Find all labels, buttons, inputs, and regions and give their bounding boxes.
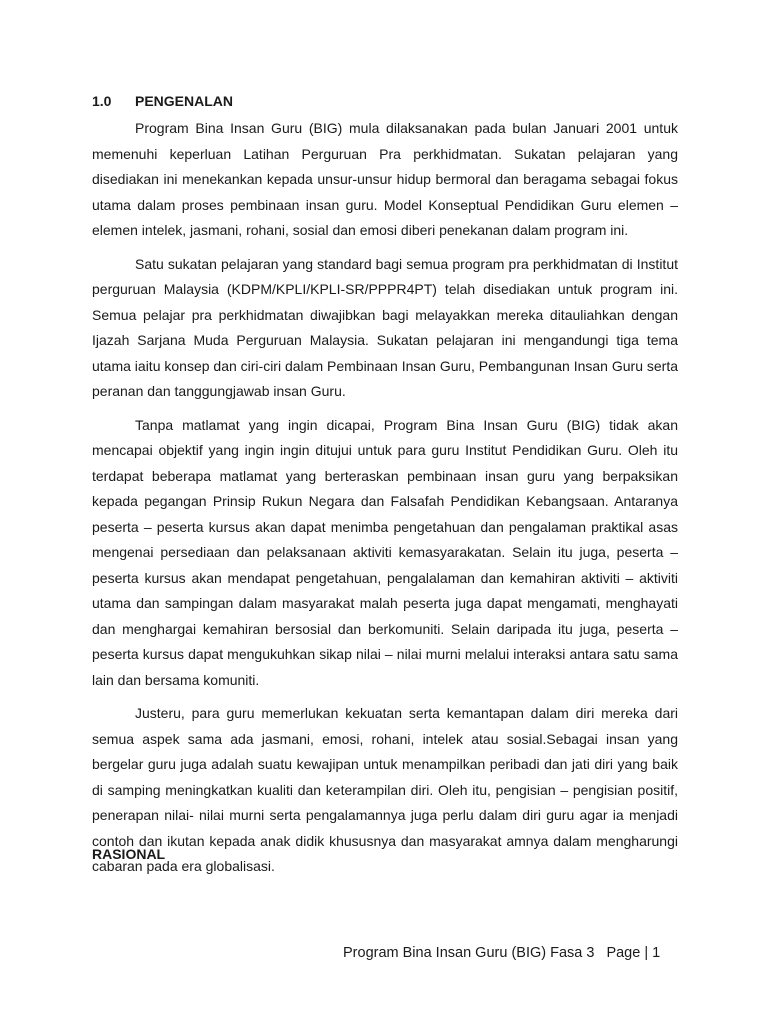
paragraph: Satu sukatan pelajaran yang standard bagi semua program pra perkhidmatan di Institut perguruan Malaysia (KDPM/KPLI/KPLI-SR/PPPR4PT) telah disediakan untuk program ini. Semua pelajar pra perkhidmatan diwajibkan bagi melayakkan mereka ditauliahkan dengan Ijazah Sarjana Muda Perguruan Malaysia. Sukatan pelajaran ini mengandungi tiga tema utama iaitu konsep dan ciri-ciri dalam Pembinaan Insan Guru, Pembangunan Insan Guru serta peranan dan tanggungjawab insan Guru. xyxy=(92,255,678,399)
paragraph: Program Bina Insan Guru (BIG) mula dilaksanakan pada bulan Januari 2001 untuk memenuhi keperluan Latihan Perguruan Pra perkhidmatan. Sukatan pelajaran yang disediakan ini menekankan kepada unsur-unsur hidup bermoral dan beragama sebagai fokus utama dalam proses pembinaan insan guru. Model Konseptual Pendidikan Guru elemen – elemen intelek, jasmani, rohani, sosial dan emosi diberi penekanan dalam program ini. xyxy=(92,120,678,238)
footer-text: Program Bina Insan Guru (BIG) Fasa 3 xyxy=(343,945,595,961)
sub-heading: RASIONAL xyxy=(92,846,166,862)
paragraph: Justeru, para guru memerlukan kekuatan serta kemantapan dalam diri mereka dari semua aspek sama ada jasmani, emosi, rohani, intelek atau sosial.Sebagai insan yang bergelar guru juga adalah suatu kewajipan untuk menampilkan peribadi dan jati diri yang baik di samping meningkatkan kualiti dan keterampilan diri. Oleh itu, pengisian – pengisian positif, penerapan nilai- nilai murni serta pengalamannya juga perlu dalam diri guru agar ia menjadi contoh dan ikutan kepada anak didik khususnya dan masyarakat amnya dalam mengharungi cabaran pada era globalisasi. xyxy=(92,705,678,874)
paragraph: Tanpa matlamat yang ingin dicapai, Program Bina Insan Guru (BIG) tidak akan mencapai objektif yang ingin ingin ditujui untuk para guru Institut Pendidikan Guru. Oleh itu terdapat beberapa matlamat yang berteraskan pembinaan insan guru yang berpaksikan kepada pegangan Prinsip Rukun Negara dan Falsafah Pendidikan Kebangsaan. Antaranya peserta – peserta kursus akan dapat menimba pengetahuan dan pengalaman praktikal asas mengenai persediaan dan pelaksanaan aktiviti kemasyarakatan. Selain itu juga, peserta – peserta kursus akan mendapat pengetahuan, pengalalaman dan kemahiran aktiviti – aktiviti utama dan sampingan dalam masyarakat malah peserta juga dapat mengamati, menghayati dan menghargai kemahiran bersosial dan berkomuniti. Selain daripada itu juga, peserta – peserta kursus dapat mengukuhkan sikap nilai – nilai murni melalui interaksi antara satu sama lain dan bersama komuniti. xyxy=(92,416,678,688)
section-heading xyxy=(92,92,233,110)
section-number: 1.0 xyxy=(92,93,112,109)
page-footer xyxy=(343,944,660,962)
section-title: PENGENALAN xyxy=(135,93,234,109)
page-number: Page | 1 xyxy=(606,945,661,961)
document-body xyxy=(92,116,678,880)
